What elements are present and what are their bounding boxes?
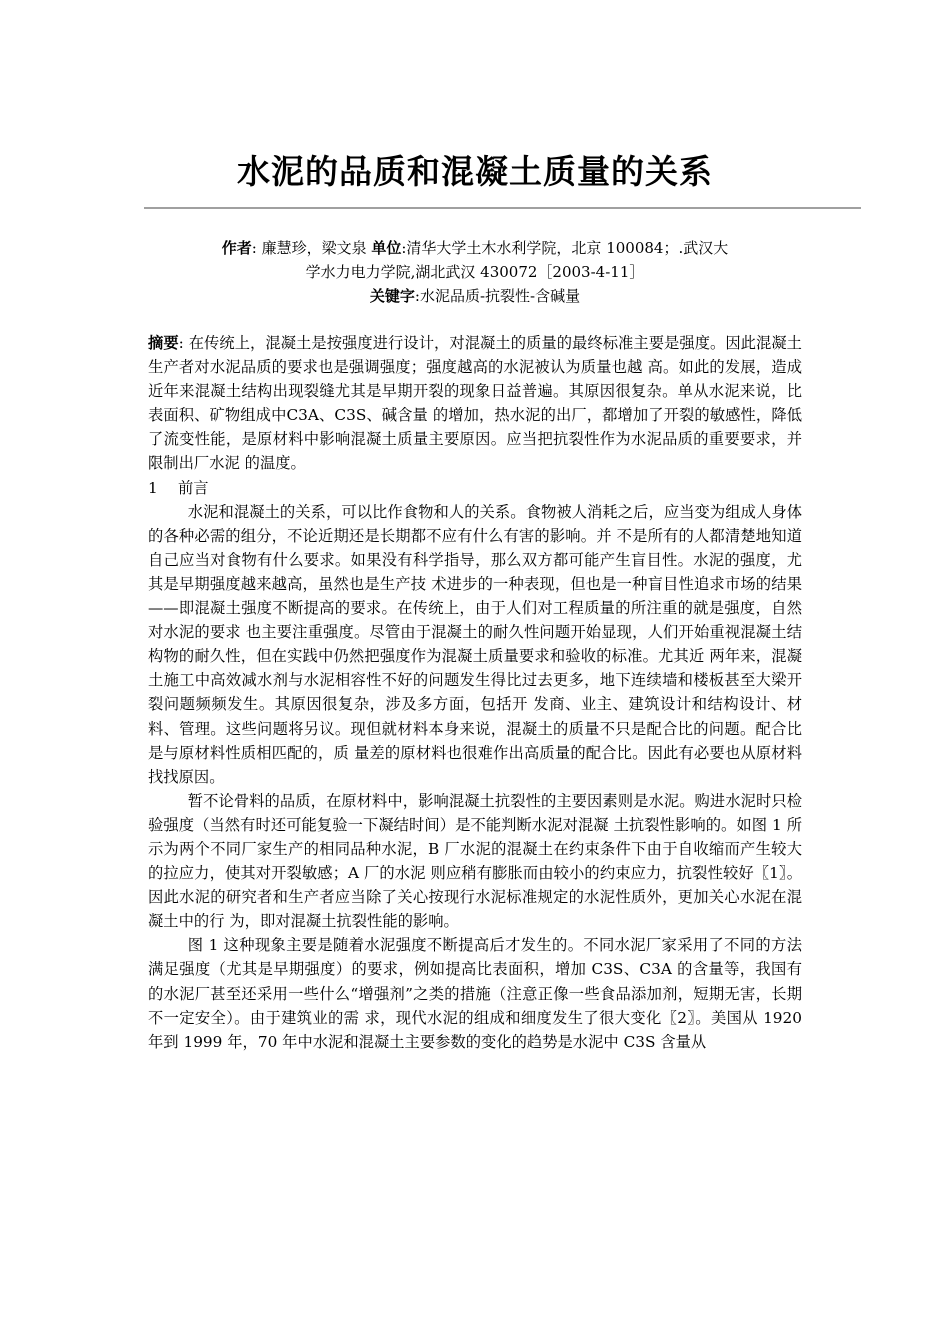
unit-label: 单位	[371, 239, 402, 257]
keywords-text: :水泥品质-抗裂性-含碱量	[414, 287, 581, 305]
section-number: 1	[148, 478, 158, 497]
abstract-label: 摘要	[148, 334, 179, 352]
body-paragraph-3: 图 1 这种现象主要是随着水泥强度不断提高后才发生的。不同水泥厂家采用了不同的方法满足强度（尤其是早期强度）的要求，例如提高比表面积，增加 C3S、C3A 的含量等，我国有的水泥厂甚至还采用一些什么“增强剂”之类的措施（注意正像一些食品添加剂，短期无害，长期不一定安全）。由于建筑业的需 求，现代水泥的组成和细度发生了很大变化〖2〗。美国从 1920 年到 1999 年，70 年中水泥和混凝土主要参数的变化的趋势是水泥中 C3S 含量从	[148, 936, 802, 1051]
paper-body	[148, 331, 802, 1054]
section-title: 前言	[178, 478, 209, 497]
keywords-line	[150, 284, 800, 308]
body-paragraph-2: 暂不论骨料的品质，在原材料中，影响混凝土抗裂性的主要因素则是水泥。购进水泥时只检验强度（当然有时还可能复验一下凝结时间）是不能判断水泥对混凝 土抗裂性影响的。如图 1 所示为两个不同厂家生产的相同品种水泥，B 厂水泥的混凝土在约束条件下由于自收缩而产生较大的拉应力，使其对开裂敏感；A 厂的水泥 则应稍有膨胀而由较小的约束应力，抗裂性较好〖1〗。因此水泥的研究者和生产者应当除了关心按现行水泥标准规定的水泥性质外，更加关心水泥在混凝土中的行 为，即对混凝土抗裂性能的影响。	[148, 791, 802, 931]
paper-title: 水泥的品质和混凝土质量的关系	[237, 152, 713, 191]
section-heading	[148, 476, 802, 500]
body-paragraph-1: 水泥和混凝土的关系，可以比作食物和人的关系。食物被人消耗之后，应当变为组成人身体的各种必需的组分，不论近期还是长期都不应有什么有害的影响。并 不是所有的人都清楚地知道自己应当对食物有什么要求。如果没有科学指导，那么双方都可能产生盲目性。水泥的强度，尤其是早期强度越来越高，虽然也是生产技 术进步的一种表现，但也是一种盲目性追求市场的结果——即混凝土强度不断提高的要求。在传统上，由于人们对工程质量的所注重的就是强度，自然对水泥的要求 也主要注重强度。尽管由于混凝土的耐久性问题开始显现，人们开始重视混凝土结构物的耐久性，但在实践中仍然把强度作为混凝土质量要求和验收的标准。尤其近 两年来，混凝土施工中高效减水剂与水泥相容性不好的问题发生得比过去更多，地下连续墙和楼板甚至大梁开裂问题频频发生。其原因很复杂，涉及多方面，包括开 发商、业主、建筑设计和结构设计、材料、管理。这些问题将另议。现但就材料本身来说，混凝土的质量不只是配合比的问题。配合比是与原材料性质相匹配的，质 量差的原材料也很难作出高质量的配合比。因此有必要也从原材料找找原因。	[148, 502, 802, 786]
author-names: : 廉慧珍，梁文泉	[251, 239, 372, 257]
unit-text-line2: 学水力电力学院,湖北武汉 430072［2003-4-11］	[305, 263, 645, 281]
keywords-label: 关键字	[369, 287, 415, 305]
title-divider	[144, 207, 861, 209]
paper-metadata	[150, 236, 800, 308]
unit-text-line1: :清华大学土木水利学院，北京 100084；.武汉大	[401, 239, 729, 257]
abstract-text: : 在传统上，混凝土是按强度进行设计，对混凝土的质量的最终标准主要是强度。因此混凝土生产者对水泥品质的要求也是强调强度；强度越高的水泥被认为质量也越 高。如此的发展，造成近年来混凝土结构出现裂缝尤其是早期开裂的现象日益普遍。其原因很复杂。单从水泥来说，比表面积、矿物组成中C3A、C3S、碱含量 的增加，热水泥的出厂，都增加了开裂的敏感性，降低了流变性能，是原材料中影响混凝土质量主要原因。应当把抗裂性作为水泥品质的重要要求，并限制出厂水泥 的温度。	[148, 334, 802, 473]
author-label: 作者	[221, 239, 252, 257]
abstract-paragraph	[148, 331, 802, 476]
author-line	[150, 236, 800, 260]
